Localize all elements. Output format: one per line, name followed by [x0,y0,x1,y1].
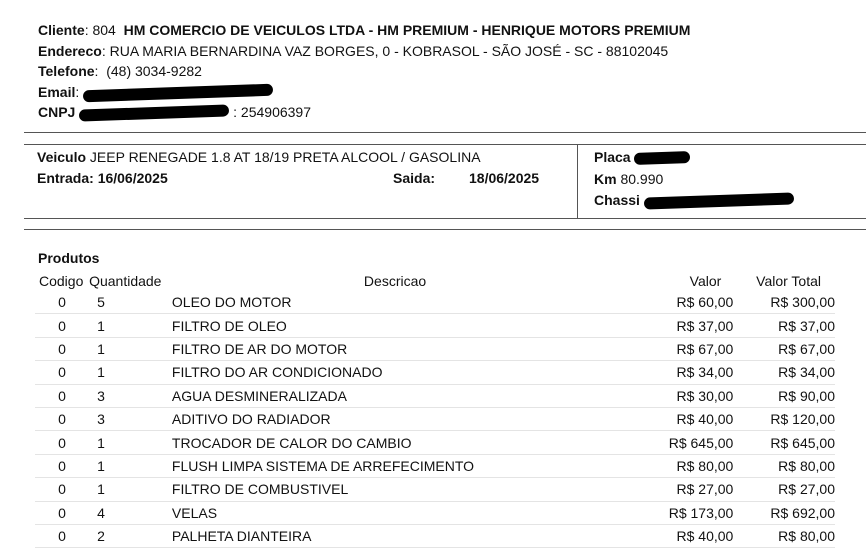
vertical-divider [577,144,578,218]
cnpj-line [38,102,690,123]
cliente-name: HM COMERCIO DE VEICULOS LTDA - HM PREMIUM - HENRIQUE MOTORS PREMIUM [123,22,691,38]
row-codigo: 0 [35,361,89,384]
vehicle-block [37,147,557,189]
table-row [35,337,835,360]
table-header-row [35,271,835,291]
row-descricao: FILTRO DO AR CONDICIONADO [172,361,610,384]
divider [24,229,866,230]
row-valor: R$ 27,00 [610,478,733,501]
table-row [35,431,835,454]
dates-line [37,168,557,189]
email-line: Email: [38,82,690,103]
divider [24,144,866,145]
veiculo-label: Veiculo [37,149,87,165]
row-codigo: 0 [35,524,89,547]
row-codigo: 0 [35,431,89,454]
row-descricao: FILTRO DE OLEO [172,314,610,337]
row-valor: R$ 34,00 [610,361,733,384]
table-row [35,454,835,477]
table-row [35,524,835,547]
row-codigo: 0 [35,501,89,524]
divider [24,132,866,133]
row-quantidade: 1 [89,361,172,384]
row-valor-total: R$ 120,00 [733,407,835,430]
header-valor-total: Valor Total [756,273,821,289]
row-codigo: 0 [35,314,89,337]
row-codigo: 0 [35,454,89,477]
cliente-line: Cliente: 804 HM COMERCIO DE VEICULOS LTDA - HM PREMIUM - HENRIQUE MOTORS PREMIUM [38,22,691,38]
placa-redaction [634,151,690,165]
row-codigo: 0 [35,337,89,360]
cliente-code: 804 [92,22,116,38]
row-quantidade: 2 [89,524,172,547]
products-table [35,271,835,548]
row-valor: R$ 60,00 [610,291,733,314]
row-valor-total: R$ 27,00 [733,478,835,501]
table-row [35,291,835,314]
header-quantidade: Quantidade [89,273,162,289]
telefone-value: (48) 3034-9282 [106,63,202,79]
row-valor-total: R$ 692,00 [733,501,835,524]
email-label: Email [38,83,76,100]
row-valor: R$ 80,00 [610,454,733,477]
header-valor: Valor [689,273,722,289]
header-codigo: Codigo [39,273,84,289]
row-quantidade: 1 [89,314,172,337]
client-block [38,20,690,123]
chassi-label: Chassi [594,192,640,208]
row-codigo: 0 [35,384,89,407]
row-descricao: FILTRO DE COMBUSTIVEL [172,478,610,501]
row-valor-total: R$ 34,00 [733,361,835,384]
header-descricao: Descricao [363,273,427,289]
telefone-label: Telefone [38,63,95,79]
placa-label: Placa [594,149,631,165]
entrada-label: Entrada: [37,170,94,186]
row-descricao: FLUSH LIMPA SISTEMA DE ARREFECIMENTO [172,454,610,477]
table-row [35,314,835,337]
row-valor-total: R$ 300,00 [733,291,835,314]
km-value: 80.990 [620,170,664,187]
row-valor-total: R$ 37,00 [733,314,835,337]
km-label: Km [594,170,617,187]
cnpj-redaction [79,105,229,122]
email-redaction [83,83,273,102]
row-quantidade: 1 [89,454,172,477]
row-valor: R$ 40,00 [610,407,733,430]
row-valor-total: R$ 80,00 [733,454,835,477]
row-valor: R$ 37,00 [610,314,733,337]
row-valor: R$ 173,00 [610,501,733,524]
row-descricao: FILTRO DE AR DO MOTOR [172,337,610,360]
chassi-redaction [644,193,794,210]
divider [24,218,866,219]
cnpj-label: CNPJ [38,104,76,120]
row-valor-total: R$ 90,00 [733,384,835,407]
row-valor-total: R$ 645,00 [733,431,835,454]
veiculo-line [37,147,557,168]
table-row [35,501,835,524]
row-quantidade: 1 [89,431,172,454]
cliente-label: Cliente [38,22,85,38]
table-row [35,384,835,407]
row-quantidade: 1 [89,337,172,360]
row-codigo: 0 [35,478,89,501]
row-valor: R$ 645,00 [610,431,733,454]
cnpj-suffix: : 254906397 [233,104,311,120]
row-quantidade: 4 [89,501,172,524]
veiculo-value: JEEP RENEGADE 1.8 AT 18/19 PRETA ALCOOL / GASOLINA [89,149,481,165]
row-descricao: PALHETA DIANTEIRA [172,524,610,547]
row-descricao: OLEO DO MOTOR [172,291,610,314]
saida-label: Saida: [393,170,436,186]
saida-value: 18/06/2025 [469,170,540,186]
endereco-line: Endereco: RUA MARIA BERNARDINA VAZ BORGES, 0 - KOBRASOL - SÃO JOSÉ - SC - 88102045 [38,42,669,59]
row-valor-total: R$ 67,00 [733,337,835,360]
products-title: Produtos [38,250,100,266]
endereco-value: RUA MARIA BERNARDINA VAZ BORGES, 0 - KOBRASOL - SÃO JOSÉ - SC - 88102045 [109,42,669,59]
row-quantidade: 3 [89,407,172,430]
row-descricao: ADITIVO DO RADIADOR [172,407,610,430]
row-quantidade: 3 [89,384,172,407]
row-codigo: 0 [35,291,89,314]
table-row [35,478,835,501]
chassi-line [594,190,794,212]
table-row [35,407,835,430]
placa-line [594,147,794,169]
row-descricao: AGUA DESMINERALIZADA [172,384,610,407]
row-codigo: 0 [35,407,89,430]
entrada-value: 16/06/2025 [97,170,168,186]
row-valor: R$ 30,00 [610,384,733,407]
km-line [594,169,794,191]
row-valor: R$ 67,00 [610,337,733,360]
row-descricao: TROCADOR DE CALOR DO CAMBIO [172,431,610,454]
row-valor: R$ 40,00 [610,524,733,547]
endereco-label: Endereco [38,42,102,59]
telefone-line: Telefone: (48) 3034-9282 [38,63,202,79]
table-row [35,361,835,384]
row-quantidade: 5 [89,291,172,314]
row-quantidade: 1 [89,478,172,501]
vehicle-id-block [594,147,794,212]
row-valor-total: R$ 80,00 [733,524,835,547]
row-descricao: VELAS [172,501,610,524]
